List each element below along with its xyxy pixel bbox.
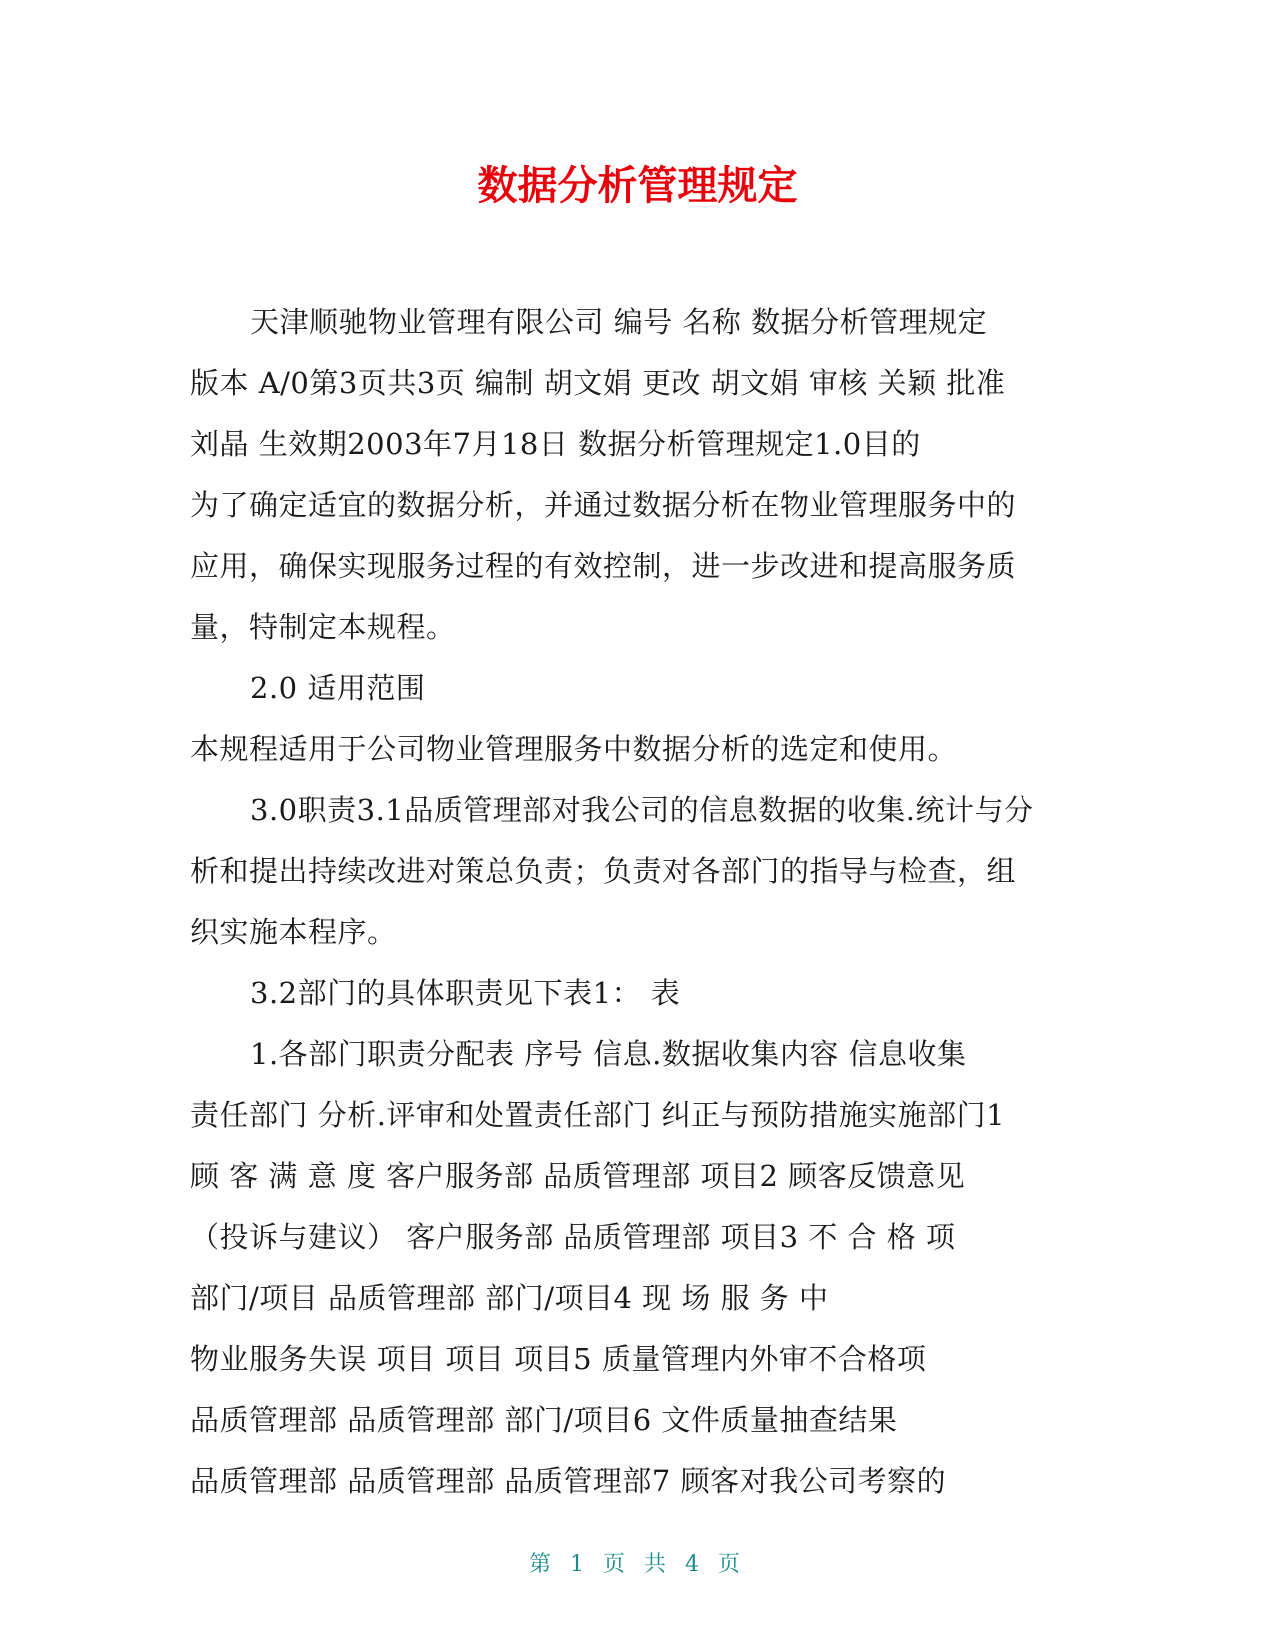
text-line: 品质管理部 品质管理部 部门/项目6 文件质量抽查结果 bbox=[190, 1403, 898, 1437]
text-line: 物业服务失误 项目 项目 项目5 质量管理内外审不合格项 bbox=[190, 1342, 927, 1376]
text-line: 责任部门 分析.评审和处置责任部门 纠正与预防措施实施部门1 bbox=[190, 1098, 1006, 1132]
text-line: 顾 客 满 意 度 客户服务部 品质管理部 项目2 顾客反馈意见 bbox=[190, 1159, 966, 1193]
text-line: （投诉与建议） 客户服务部 品质管理部 项目3 不 合 格 项 bbox=[190, 1220, 956, 1254]
text-line: 品质管理部 品质管理部 品质管理部7 顾客对我公司考察的 bbox=[190, 1464, 947, 1498]
text-line: 析和提出持续改进对策总负责；负责对各部门的指导与检查，组 bbox=[190, 854, 1017, 888]
text-line: 为了确定适宜的数据分析，并通过数据分析在物业管理服务中的 bbox=[190, 488, 1017, 522]
document-body bbox=[190, 292, 1090, 1512]
text-line: 版本 A/0第3页共3页 编制 胡文娟 更改 胡文娟 审核 关颖 批准 bbox=[190, 366, 1006, 400]
text-line: 部门/项目 品质管理部 部门/项目4 现 场 服 务 中 bbox=[190, 1281, 829, 1315]
text-line: 刘晶 生效期2003年7月18日 数据分析管理规定1.0目的 bbox=[190, 427, 921, 461]
text-line: 3.0职责3.1品质管理部对我公司的信息数据的收集.统计与分 bbox=[250, 793, 1034, 827]
text-line: 量，特制定本规程。 bbox=[190, 610, 456, 644]
document-title: 数据分析管理规定 bbox=[477, 163, 798, 209]
page-footer: 第 1 页 共 4 页 bbox=[529, 1552, 746, 1577]
text-line: 应用，确保实现服务过程的有效控制，进一步改进和提高服务质 bbox=[190, 549, 1017, 583]
text-line: 织实施本程序。 bbox=[190, 915, 397, 949]
text-line: 1.各部门职责分配表 序号 信息.数据收集内容 信息收集 bbox=[250, 1037, 967, 1071]
text-line: 天津顺驰物业管理有限公司 编号 名称 数据分析管理规定 bbox=[250, 305, 988, 339]
text-line: 本规程适用于公司物业管理服务中数据分析的选定和使用。 bbox=[190, 732, 958, 766]
text-line: 3.2部门的具体职责见下表1： 表 bbox=[250, 976, 681, 1010]
section-heading: 2.0 适用范围 bbox=[250, 671, 426, 705]
